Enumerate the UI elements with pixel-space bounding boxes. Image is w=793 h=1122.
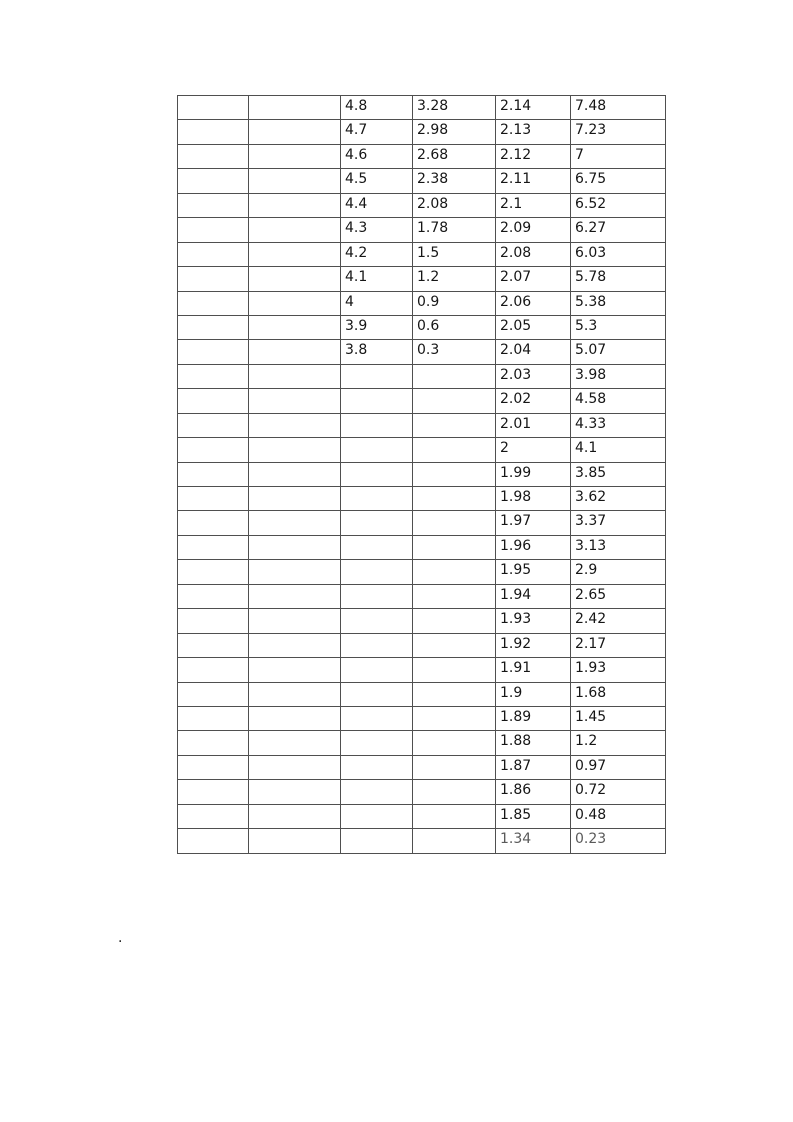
table-cell <box>178 315 249 339</box>
table-cell <box>178 413 249 437</box>
table-cell: 1.91 <box>496 658 571 682</box>
table-cell: 1.94 <box>496 584 571 608</box>
table-cell: 3.8 <box>341 340 413 364</box>
table-cell: 2.13 <box>496 120 571 144</box>
table-cell: 4.58 <box>571 389 666 413</box>
table-cell: 2.07 <box>496 267 571 291</box>
table-cell: 1.85 <box>496 804 571 828</box>
table-row <box>178 267 666 291</box>
table-cell: 1.96 <box>496 535 571 559</box>
table-cell <box>178 218 249 242</box>
table-cell: 4.8 <box>341 96 413 120</box>
table-row <box>178 144 666 168</box>
table-cell <box>249 584 341 608</box>
table-cell: 2.65 <box>571 584 666 608</box>
table-cell: 7.48 <box>571 96 666 120</box>
table-cell <box>413 609 496 633</box>
table-cell <box>178 682 249 706</box>
table-cell: 6.27 <box>571 218 666 242</box>
table-cell: 4.33 <box>571 413 666 437</box>
table-cell <box>249 535 341 559</box>
table-cell <box>178 364 249 388</box>
table-cell: 4 <box>341 291 413 315</box>
table-cell: 2.68 <box>413 144 496 168</box>
table-cell <box>413 462 496 486</box>
table-cell <box>178 780 249 804</box>
table-cell <box>341 364 413 388</box>
table-row <box>178 193 666 217</box>
table-cell <box>178 340 249 364</box>
table-cell <box>341 755 413 779</box>
table-cell: 1.95 <box>496 560 571 584</box>
table-cell <box>249 780 341 804</box>
table-cell: 1.88 <box>496 731 571 755</box>
table-cell <box>413 682 496 706</box>
table-cell <box>249 291 341 315</box>
table-cell: 0.9 <box>413 291 496 315</box>
table-cell <box>178 169 249 193</box>
table-cell <box>178 267 249 291</box>
table-cell: 0.97 <box>571 755 666 779</box>
table-cell: 4.3 <box>341 218 413 242</box>
table-cell <box>249 120 341 144</box>
table-cell: 2.12 <box>496 144 571 168</box>
table-cell: 3.28 <box>413 96 496 120</box>
table-cell <box>413 755 496 779</box>
table-cell <box>249 755 341 779</box>
table-row <box>178 706 666 730</box>
table-cell: 2.1 <box>496 193 571 217</box>
table-cell: 1.93 <box>496 609 571 633</box>
table-cell <box>249 731 341 755</box>
table-cell <box>413 413 496 437</box>
table-row <box>178 120 666 144</box>
table-cell <box>178 120 249 144</box>
table-cell <box>341 706 413 730</box>
table-body <box>178 96 666 854</box>
table-cell: 2.04 <box>496 340 571 364</box>
table-cell: 2 <box>496 438 571 462</box>
table-row <box>178 242 666 266</box>
table-cell <box>413 804 496 828</box>
table-cell <box>341 731 413 755</box>
table-cell <box>178 755 249 779</box>
table-cell <box>341 780 413 804</box>
table-cell: 0.23 <box>571 829 666 853</box>
table-row <box>178 315 666 339</box>
table-cell <box>249 438 341 462</box>
table-cell <box>178 462 249 486</box>
table-cell <box>413 780 496 804</box>
table-cell <box>413 535 496 559</box>
table-cell <box>178 193 249 217</box>
table-cell <box>413 389 496 413</box>
table-cell <box>249 242 341 266</box>
table-cell: 2.38 <box>413 169 496 193</box>
table-cell: 6.75 <box>571 169 666 193</box>
table-cell: 1.34 <box>496 829 571 853</box>
table-cell: 2.17 <box>571 633 666 657</box>
table-row <box>178 609 666 633</box>
table-cell <box>249 218 341 242</box>
table-cell <box>249 633 341 657</box>
table-cell: 7 <box>571 144 666 168</box>
table-row <box>178 389 666 413</box>
table-cell <box>178 658 249 682</box>
table-row <box>178 658 666 682</box>
table-row <box>178 462 666 486</box>
table-cell <box>341 658 413 682</box>
table-cell <box>341 462 413 486</box>
table-cell <box>341 829 413 853</box>
table-cell <box>178 438 249 462</box>
table-cell <box>341 560 413 584</box>
table-cell <box>178 829 249 853</box>
table-cell <box>413 584 496 608</box>
table-row <box>178 804 666 828</box>
table-cell <box>249 511 341 535</box>
table-cell: 2.09 <box>496 218 571 242</box>
table-cell <box>249 340 341 364</box>
table-cell: 3.37 <box>571 511 666 535</box>
table-cell <box>178 144 249 168</box>
table-cell: 4.1 <box>571 438 666 462</box>
table-cell <box>341 438 413 462</box>
table-cell <box>341 804 413 828</box>
table-cell: 1.68 <box>571 682 666 706</box>
table-cell <box>178 242 249 266</box>
table-row <box>178 340 666 364</box>
table-cell <box>249 706 341 730</box>
table-cell <box>249 193 341 217</box>
table-cell <box>178 633 249 657</box>
table-cell <box>341 487 413 511</box>
table-cell <box>249 487 341 511</box>
table-cell <box>413 633 496 657</box>
table-row <box>178 291 666 315</box>
table-cell: 4.6 <box>341 144 413 168</box>
table-cell <box>341 413 413 437</box>
table-cell <box>413 560 496 584</box>
table-cell: 2.05 <box>496 315 571 339</box>
table-cell: 0.6 <box>413 315 496 339</box>
table-cell: 1.99 <box>496 462 571 486</box>
table-cell <box>249 267 341 291</box>
table-cell: 0.72 <box>571 780 666 804</box>
table-cell <box>413 487 496 511</box>
table-cell <box>178 609 249 633</box>
table-cell: 4.7 <box>341 120 413 144</box>
table-cell: 1.97 <box>496 511 571 535</box>
table-cell <box>178 535 249 559</box>
table-row <box>178 780 666 804</box>
table-row <box>178 755 666 779</box>
table-row <box>178 169 666 193</box>
table-cell: 1.45 <box>571 706 666 730</box>
table-row <box>178 487 666 511</box>
table-cell: 2.01 <box>496 413 571 437</box>
table-cell <box>413 706 496 730</box>
table-cell: 2.98 <box>413 120 496 144</box>
table-cell: 4.5 <box>341 169 413 193</box>
table-cell: 2.9 <box>571 560 666 584</box>
table-cell <box>178 487 249 511</box>
table-cell <box>341 633 413 657</box>
table-cell <box>178 291 249 315</box>
table-cell <box>249 144 341 168</box>
stray-period-text: . <box>118 930 123 946</box>
table-cell: 2.06 <box>496 291 571 315</box>
table-row <box>178 511 666 535</box>
table-cell: 2.02 <box>496 389 571 413</box>
table-row <box>178 731 666 755</box>
table-cell <box>413 438 496 462</box>
table-cell: 3.62 <box>571 487 666 511</box>
table-cell: 1.89 <box>496 706 571 730</box>
table-row <box>178 682 666 706</box>
table-cell <box>249 96 341 120</box>
table-cell <box>341 609 413 633</box>
table-cell <box>178 731 249 755</box>
table-cell: 1.2 <box>413 267 496 291</box>
table-row <box>178 560 666 584</box>
table-cell: 1.86 <box>496 780 571 804</box>
table-cell <box>178 560 249 584</box>
data-table <box>177 95 666 854</box>
table-cell <box>249 389 341 413</box>
table-row <box>178 438 666 462</box>
table-cell: 1.92 <box>496 633 571 657</box>
table-cell: 0.48 <box>571 804 666 828</box>
table-cell <box>249 829 341 853</box>
table-cell <box>249 658 341 682</box>
table-cell: 3.98 <box>571 364 666 388</box>
table-row <box>178 535 666 559</box>
table-cell <box>178 96 249 120</box>
table-cell <box>413 658 496 682</box>
table-cell: 1.2 <box>571 731 666 755</box>
table-cell <box>413 511 496 535</box>
table-cell <box>178 804 249 828</box>
table-cell: 2.08 <box>496 242 571 266</box>
table-cell <box>413 364 496 388</box>
table-cell: 1.98 <box>496 487 571 511</box>
table-cell <box>178 511 249 535</box>
table-cell: 4.2 <box>341 242 413 266</box>
table-cell: 1.93 <box>571 658 666 682</box>
table-row <box>178 218 666 242</box>
table-cell: 6.03 <box>571 242 666 266</box>
table-cell <box>341 584 413 608</box>
table-cell <box>413 731 496 755</box>
table-cell: 4.4 <box>341 193 413 217</box>
table-cell: 1.5 <box>413 242 496 266</box>
table-cell: 7.23 <box>571 120 666 144</box>
table-cell: 1.78 <box>413 218 496 242</box>
table-cell: 2.42 <box>571 609 666 633</box>
table-cell <box>178 584 249 608</box>
table-cell: 2.14 <box>496 96 571 120</box>
table-cell: 2.08 <box>413 193 496 217</box>
table-cell: 3.85 <box>571 462 666 486</box>
table-cell <box>249 682 341 706</box>
table-cell <box>249 609 341 633</box>
table-cell: 2.11 <box>496 169 571 193</box>
table-cell: 3.9 <box>341 315 413 339</box>
table-cell <box>249 364 341 388</box>
table-cell <box>249 413 341 437</box>
table-cell: 4.1 <box>341 267 413 291</box>
table-cell: 5.3 <box>571 315 666 339</box>
table-cell: 6.52 <box>571 193 666 217</box>
table-cell: 2.03 <box>496 364 571 388</box>
table-cell <box>413 829 496 853</box>
table-cell <box>341 682 413 706</box>
table-cell <box>178 389 249 413</box>
table-row <box>178 364 666 388</box>
table-cell <box>249 462 341 486</box>
table-cell: 5.78 <box>571 267 666 291</box>
table-row <box>178 633 666 657</box>
table-cell <box>249 315 341 339</box>
table-row <box>178 413 666 437</box>
table-cell: 5.07 <box>571 340 666 364</box>
table-cell <box>341 389 413 413</box>
table-cell: 3.13 <box>571 535 666 559</box>
table-cell <box>249 804 341 828</box>
table-cell: 1.87 <box>496 755 571 779</box>
table-cell <box>249 560 341 584</box>
table-cell <box>178 706 249 730</box>
table-row <box>178 96 666 120</box>
table-row <box>178 584 666 608</box>
table-row <box>178 829 666 853</box>
table-cell <box>341 535 413 559</box>
table-cell: 1.9 <box>496 682 571 706</box>
table-cell <box>249 169 341 193</box>
table-cell: 5.38 <box>571 291 666 315</box>
table-cell <box>341 511 413 535</box>
table-cell: 0.3 <box>413 340 496 364</box>
